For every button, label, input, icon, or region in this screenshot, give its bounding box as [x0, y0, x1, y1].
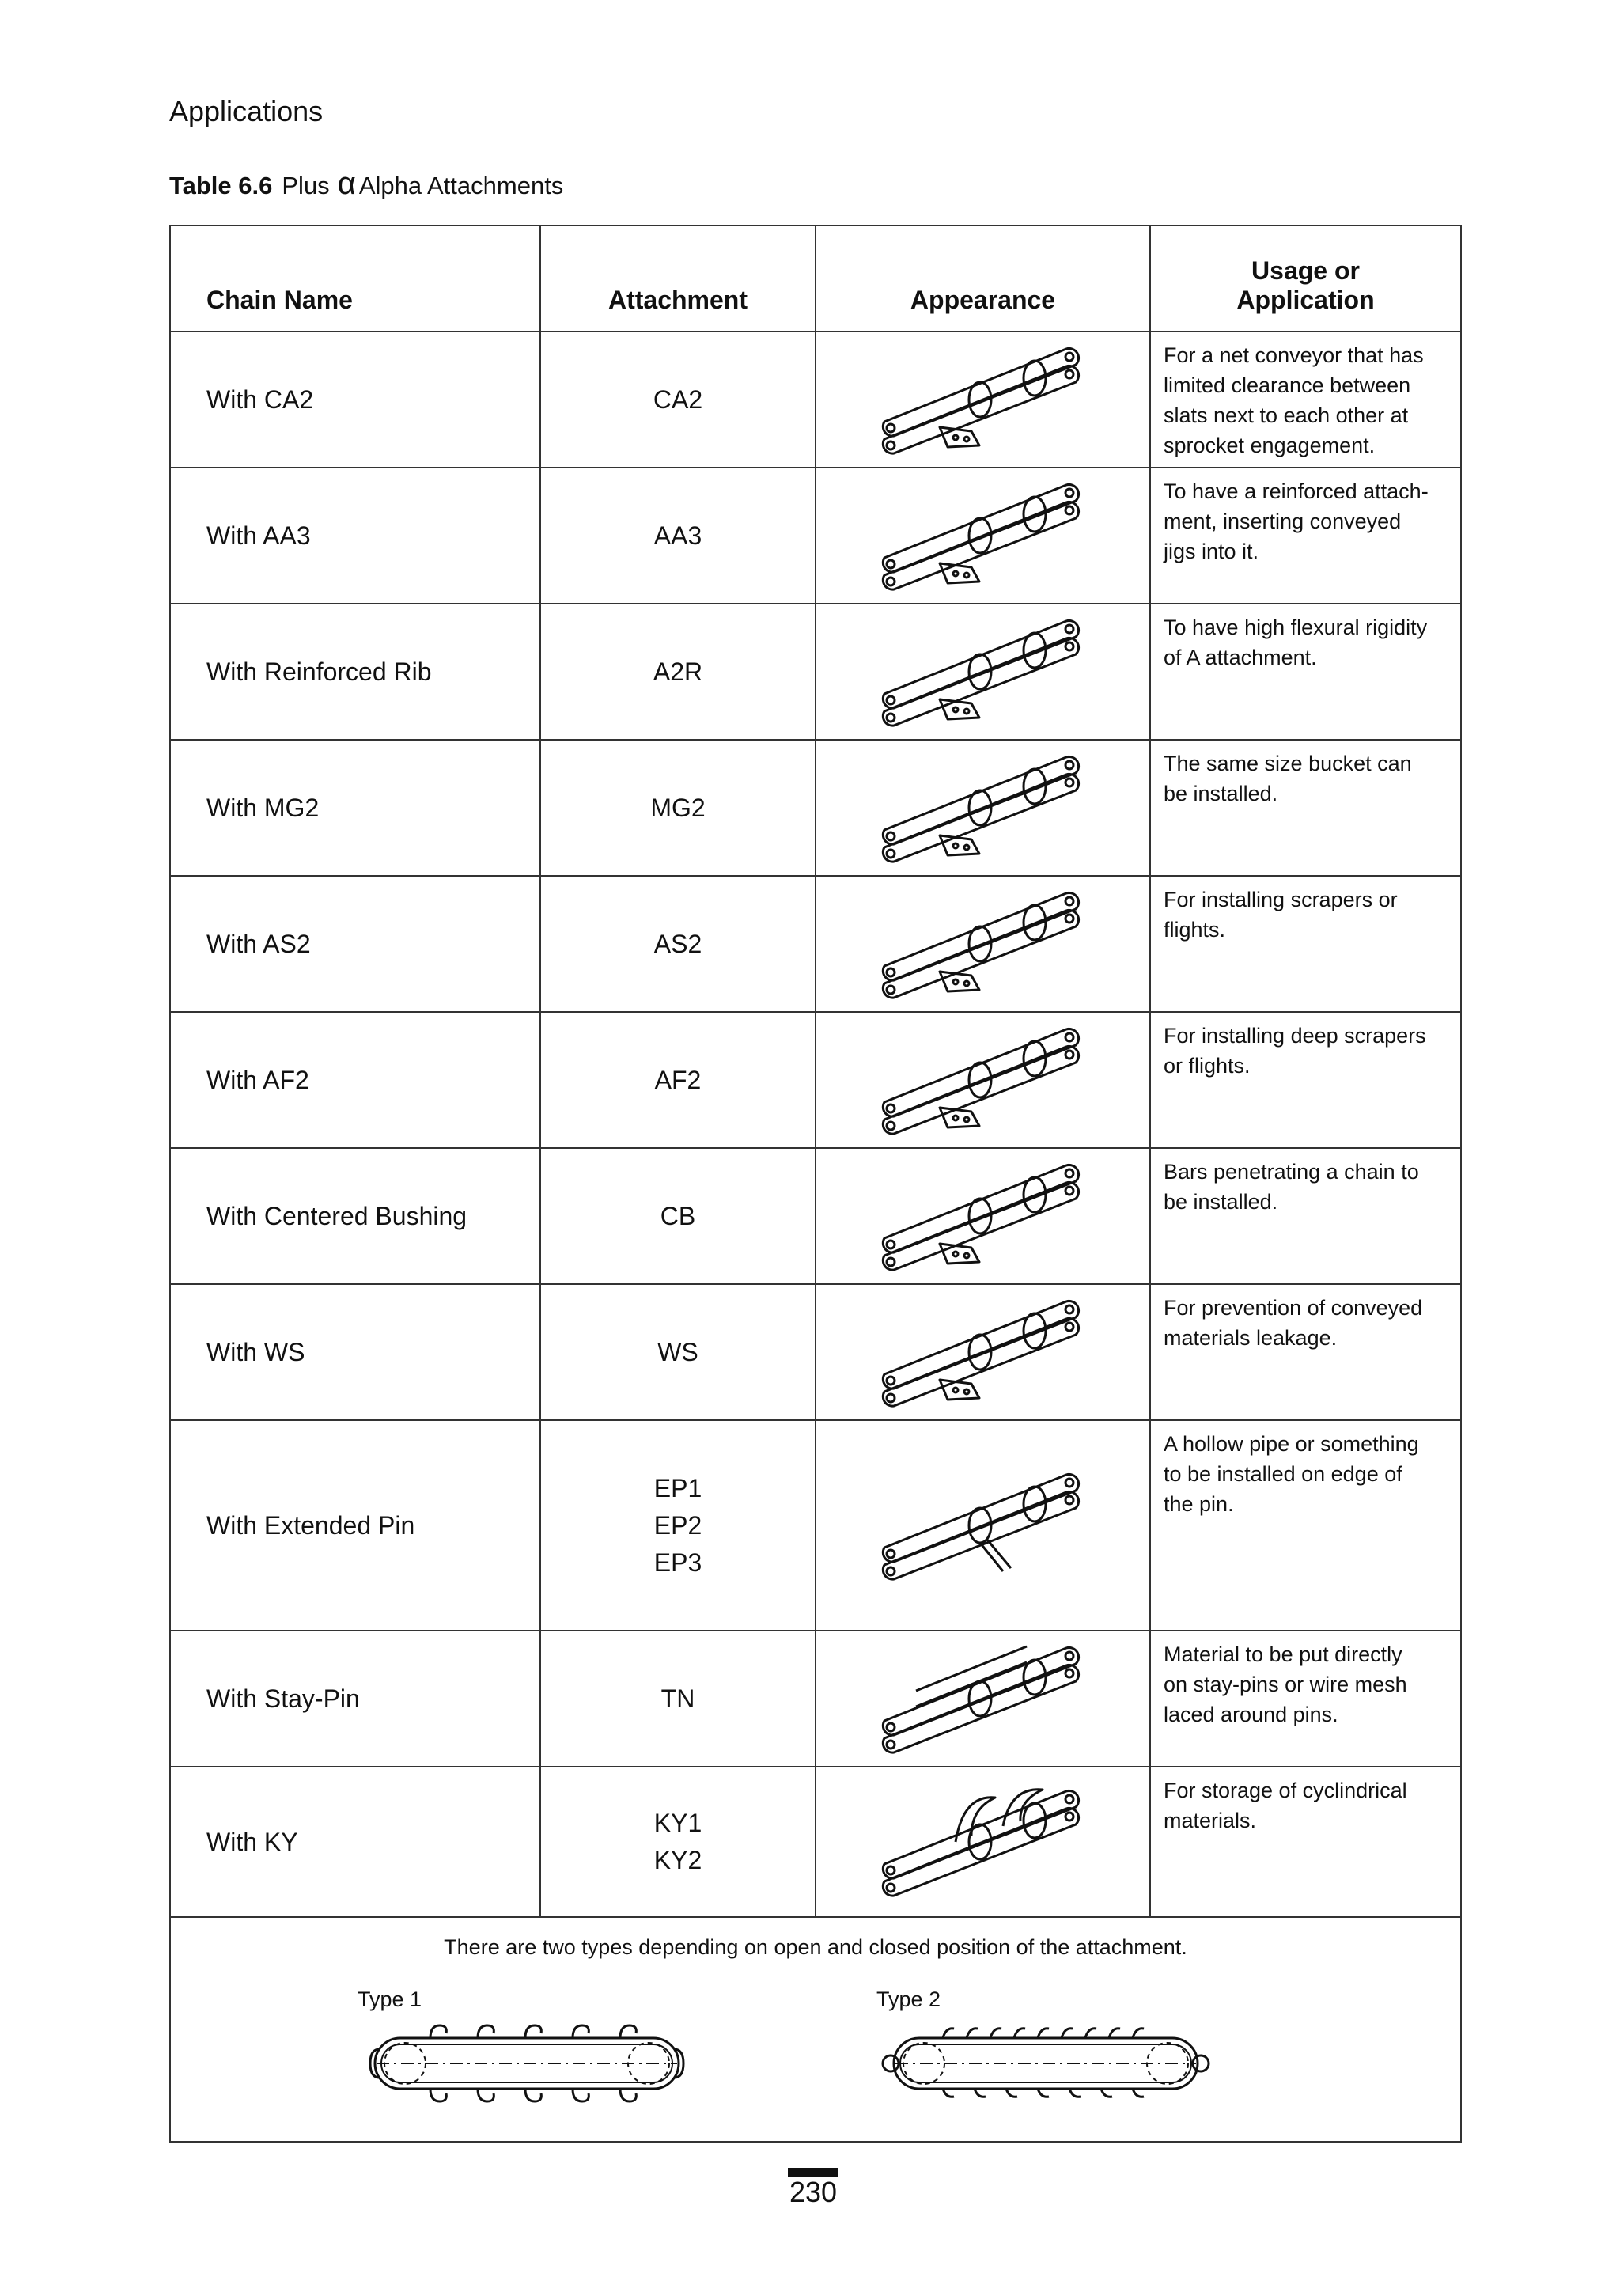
appearance-cell [816, 740, 1150, 876]
usage-line: A hollow pipe or something [1164, 1432, 1419, 1456]
chain-name-cell: With AS2 [170, 876, 540, 1012]
attachment-cell [540, 1012, 816, 1148]
attachment-cell [540, 1631, 816, 1767]
header-usage-line2: Application [1236, 286, 1375, 314]
chain-name-cell: With Reinforced Rib [170, 604, 540, 740]
chain-ky-figure [869, 1786, 1098, 1897]
appearance-cell [816, 1148, 1150, 1284]
usage-cell [1150, 1012, 1461, 1148]
header-usage-line1: Usage or [1251, 256, 1360, 285]
footer-cell [170, 1917, 1461, 2142]
caption-title: Alpha Attachments [358, 172, 564, 199]
appearance-cell [816, 332, 1150, 468]
usage-line: For storage of cyclindrical [1164, 1779, 1407, 1802]
usage-line: materials. [1164, 1809, 1257, 1832]
attachment-code: AF2 [654, 1065, 702, 1094]
chain-name-cell: With Stay-Pin [170, 1631, 540, 1767]
usage-line: For prevention of conveyed [1164, 1296, 1423, 1320]
usage-cell [1150, 740, 1461, 876]
usage-line: For a net conveyor that has [1164, 343, 1424, 367]
attachment-cell [540, 1148, 816, 1284]
attachment-cell [540, 332, 816, 468]
usage-cell [1150, 876, 1461, 1012]
table-row [170, 1420, 1461, 1631]
alpha-symbol: α [337, 166, 356, 201]
chain-ws-figure [869, 1297, 1098, 1408]
appearance-cell [816, 1420, 1150, 1631]
usage-line: sprocket engagement. [1164, 434, 1376, 457]
attachment-cell [540, 1284, 816, 1420]
table-row [170, 876, 1461, 1012]
attachment-cell [540, 468, 816, 604]
attachment-cell [540, 876, 816, 1012]
attachment-code: WS [657, 1337, 698, 1366]
usage-line: jigs into it. [1164, 540, 1259, 563]
chain-name-cell: With MG2 [170, 740, 540, 876]
usage-line: to be installed on edge of [1164, 1462, 1402, 1486]
appearance-cell [816, 876, 1150, 1012]
usage-line: be installed. [1164, 1190, 1278, 1214]
attachment-code: MG2 [650, 793, 706, 822]
usage-line: For installing deep scrapers [1164, 1024, 1426, 1048]
usage-cell [1150, 1420, 1461, 1631]
attachment-code: EP3 [653, 1548, 702, 1577]
usage-line: Bars penetrating a chain to [1164, 1160, 1419, 1184]
usage-cell [1150, 332, 1461, 468]
chain-ep-figure [869, 1470, 1098, 1581]
header-attachment: Attachment [540, 225, 816, 332]
attachment-code: CB [660, 1201, 696, 1230]
appearance-cell [816, 1284, 1150, 1420]
usage-line: laced around pins. [1164, 1703, 1338, 1726]
usage-cell [1150, 1767, 1461, 1917]
footer-note: There are two types depending on open and closed position of the attachment. [444, 1935, 1187, 1959]
table-row [170, 468, 1461, 604]
usage-line: be installed. [1164, 782, 1278, 805]
table-row [170, 1631, 1461, 1767]
type1-chain-loop-figure [361, 2016, 693, 2111]
usage-line: For installing scrapers or [1164, 888, 1398, 911]
chain-name-cell: With CA2 [170, 332, 540, 468]
attachment-code: A2R [653, 657, 703, 686]
usage-line: materials leakage. [1164, 1326, 1338, 1350]
usage-line: Material to be put directly [1164, 1642, 1402, 1666]
type2-chain-loop-figure [880, 2016, 1212, 2111]
table-number: Table 6.6 [169, 172, 273, 199]
usage-cell [1150, 1148, 1461, 1284]
table-header-row [170, 225, 1461, 332]
usage-line: limited clearance between [1164, 373, 1411, 397]
attachment-cell [540, 740, 816, 876]
chain-af2-figure [869, 1025, 1098, 1135]
header-chain-name: Chain Name [170, 225, 540, 332]
table-row [170, 740, 1461, 876]
attachment-code: CA2 [653, 385, 703, 414]
attachment-code: AS2 [653, 929, 702, 958]
attachment-cell [540, 1767, 816, 1917]
table-caption [169, 166, 563, 202]
type2-label: Type 2 [876, 1987, 941, 2011]
chain-cb-figure [869, 1161, 1098, 1271]
table-row [170, 604, 1461, 740]
attachment-code: EP1 [653, 1473, 702, 1502]
attachment-code: KY2 [653, 1846, 702, 1874]
chain-name-cell: With WS [170, 1284, 540, 1420]
attachment-code: TN [660, 1684, 695, 1713]
type1-label: Type 1 [358, 1987, 422, 2011]
caption-prefix: Plus [282, 172, 330, 199]
usage-line: flights. [1164, 918, 1226, 942]
attachment-code: AA3 [653, 521, 702, 550]
usage-line: of A attachment. [1164, 646, 1317, 669]
chain-as2-figure [869, 888, 1098, 999]
appearance-cell [816, 1012, 1150, 1148]
chain-name-cell: With Centered Bushing [170, 1148, 540, 1284]
usage-line: To have high flexural rigidity [1164, 616, 1428, 639]
usage-line: To have a reinforced attach- [1164, 479, 1429, 503]
chain-aa3-figure [869, 480, 1098, 591]
chain-name-cell: With AF2 [170, 1012, 540, 1148]
usage-line: The same size bucket can [1164, 752, 1412, 775]
usage-line: ment, inserting conveyed [1164, 510, 1402, 533]
usage-cell [1150, 1631, 1461, 1767]
usage-line: slats next to each other at [1164, 404, 1409, 427]
chain-tn-figure [869, 1643, 1098, 1754]
section-heading: Applications [169, 95, 324, 127]
appearance-cell [816, 468, 1150, 604]
table-row [170, 1148, 1461, 1284]
table-row [170, 1284, 1461, 1420]
table-footer-row [170, 1917, 1461, 2142]
usage-cell [1150, 604, 1461, 740]
usage-cell [1150, 468, 1461, 604]
usage-line: or flights. [1164, 1054, 1251, 1078]
chain-ca2-figure [869, 344, 1098, 455]
chain-name-cell: With KY [170, 1767, 540, 1917]
attachment-code: KY1 [653, 1809, 702, 1837]
chain-name-cell: With Extended Pin [170, 1420, 540, 1631]
attachment-code: EP2 [653, 1510, 702, 1540]
chain-a2r-figure [869, 616, 1098, 727]
appearance-cell [816, 604, 1150, 740]
attachment-cell [540, 604, 816, 740]
table-row [170, 1767, 1461, 1917]
appearance-cell [816, 1767, 1150, 1917]
chain-name-cell: With AA3 [170, 468, 540, 604]
table-row [170, 332, 1461, 468]
header-appearance: Appearance [816, 225, 1150, 332]
usage-cell [1150, 1284, 1461, 1420]
appearance-cell [816, 1631, 1150, 1767]
table-row [170, 1012, 1461, 1148]
attachment-cell [540, 1420, 816, 1631]
usage-line: on stay-pins or wire mesh [1164, 1673, 1407, 1696]
header-usage [1150, 225, 1461, 332]
page-number: 230 [789, 2176, 838, 2208]
chain-mg2-figure [869, 752, 1098, 863]
attachments-table [169, 225, 1462, 2143]
usage-line: the pin. [1164, 1492, 1234, 1516]
